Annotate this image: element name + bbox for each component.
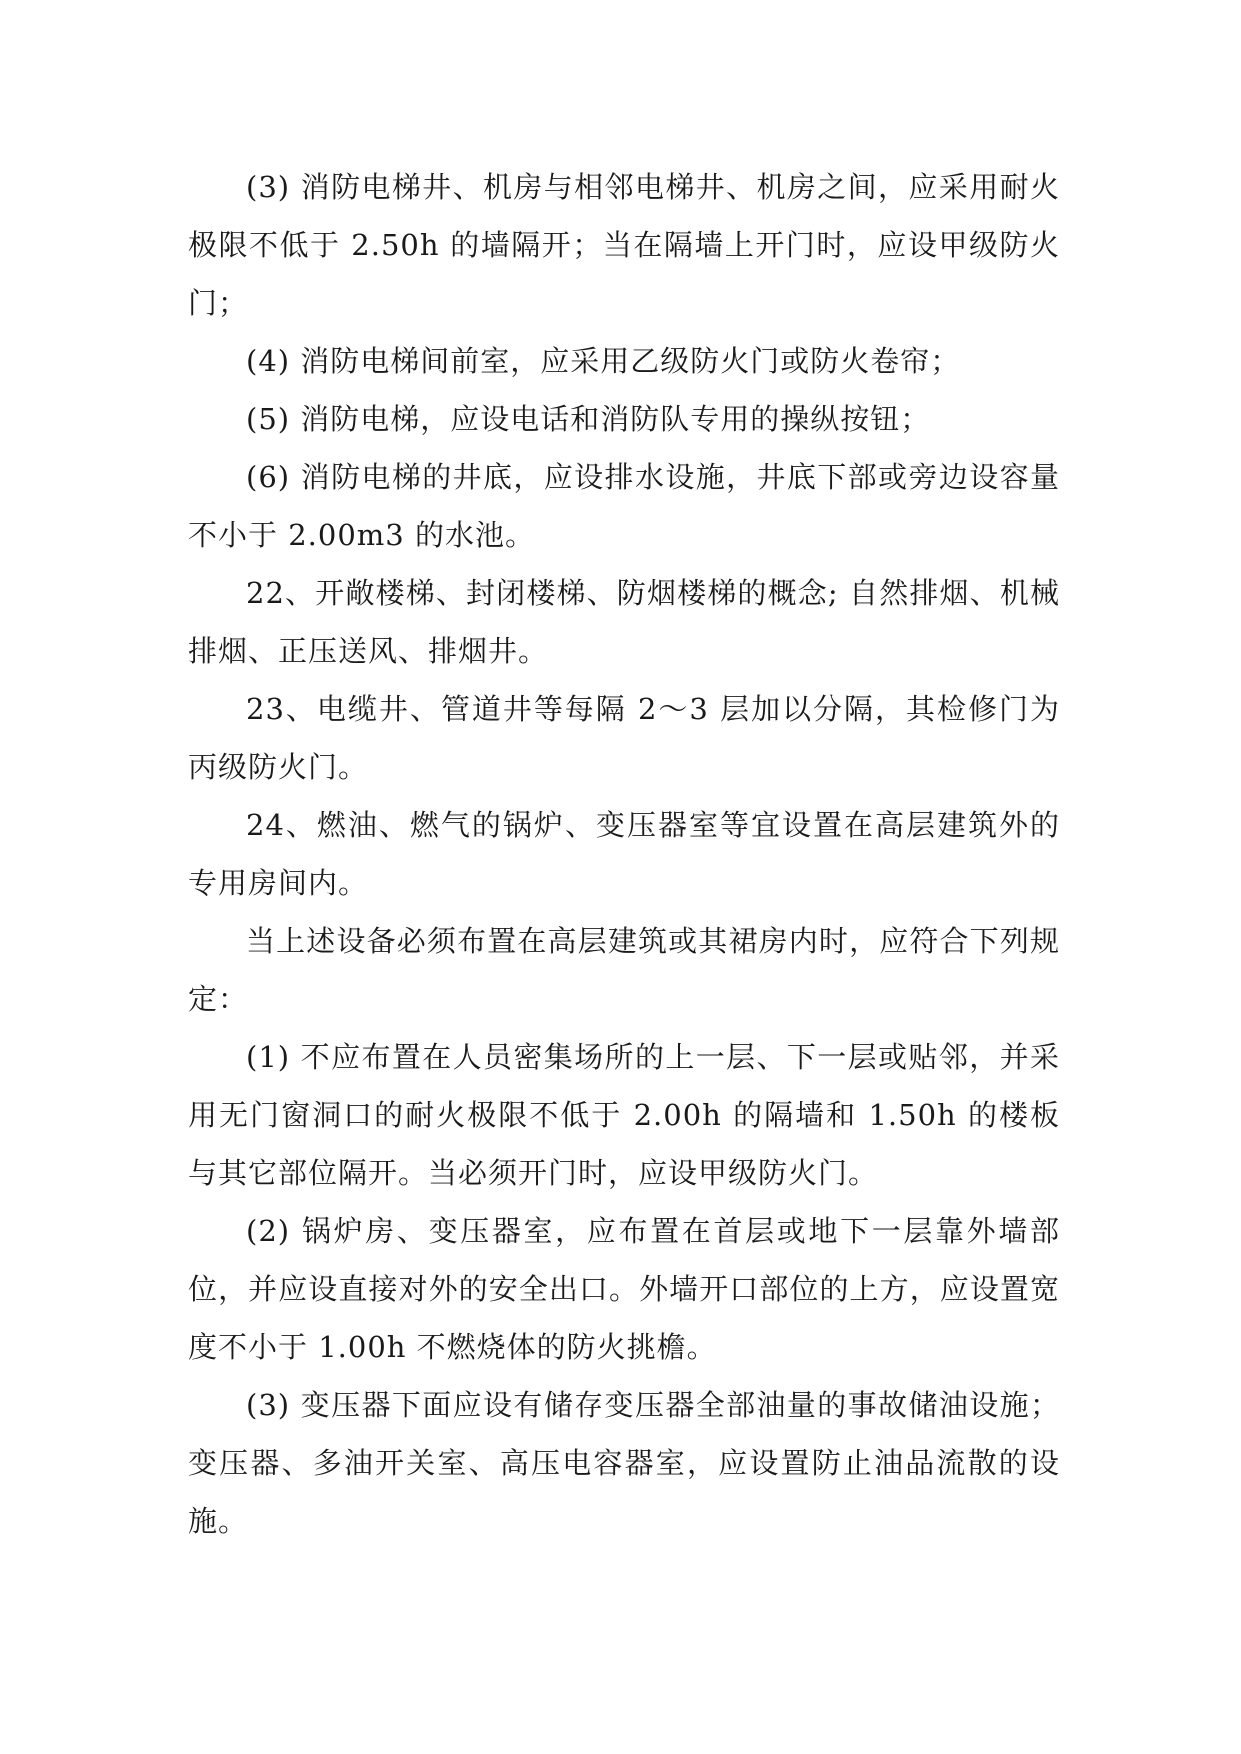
paragraph-rule-3-oil-storage: (3) 变压器下面应设有储存变压器全部油量的事故储油设施；变压器、多油开关室、高压电容器室，应设置防止油品流散的设施。 [188,1388,1060,1538]
document-body [188,158,1060,1550]
paragraph-item-23-shafts: 23、电缆井、管道井等每隔 2～3 层加以分隔，其检修门为丙级防火门。 [188,692,1060,784]
paragraph-equipment-rules-intro: 当上述设备必须布置在高层建筑或其裙房内时，应符合下列规定： [188,924,1060,1016]
paragraph-item-24-boiler-room: 24、燃油、燃气的锅炉、变压器室等宜设置在高层建筑外的专用房间内。 [188,808,1060,900]
paragraph-fire-elevator-lobby: (4) 消防电梯间前室，应采用乙级防火门或防火卷帘； [246,344,961,378]
paragraph-item-22-stairs: 22、开敞楼梯、封闭楼梯、防烟楼梯的概念; 自然排烟、机械排烟、正压送风、排烟井。 [188,576,1060,668]
paragraph-fire-elevator-shaft-separation: (3) 消防电梯井、机房与相邻电梯井、机房之间，应采用耐火极限不低于 2.50h 的墙隔开；当在隔墙上开门时，应设甲级防火门； [188,170,1060,320]
paragraph-fire-elevator-drainage: (6) 消防电梯的井底，应设排水设施，井底下部或旁边设容量不小于 2.00m3 的水池。 [188,460,1060,552]
paragraph-rule-2-boiler-transformer: (2) 锅炉房、变压器室，应布置在首层或地下一层靠外墙部位，并应设直接对外的安全出口。外墙开口部位的上方，应设置宽度不小于 1.00h 不燃烧体的防火挑檐。 [188,1214,1060,1364]
paragraph-rule-1-placement: (1) 不应布置在人员密集场所的上一层、下一层或贴邻，并采用无门窗洞口的耐火极限不低于 2.00h 的隔墙和 1.50h 的楼板与其它部位隔开。当必须开门时，应设甲级防火门。 [188,1040,1060,1190]
paragraph-fire-elevator-phone: (5) 消防电梯，应设电话和消防队专用的操纵按钮； [246,402,931,436]
